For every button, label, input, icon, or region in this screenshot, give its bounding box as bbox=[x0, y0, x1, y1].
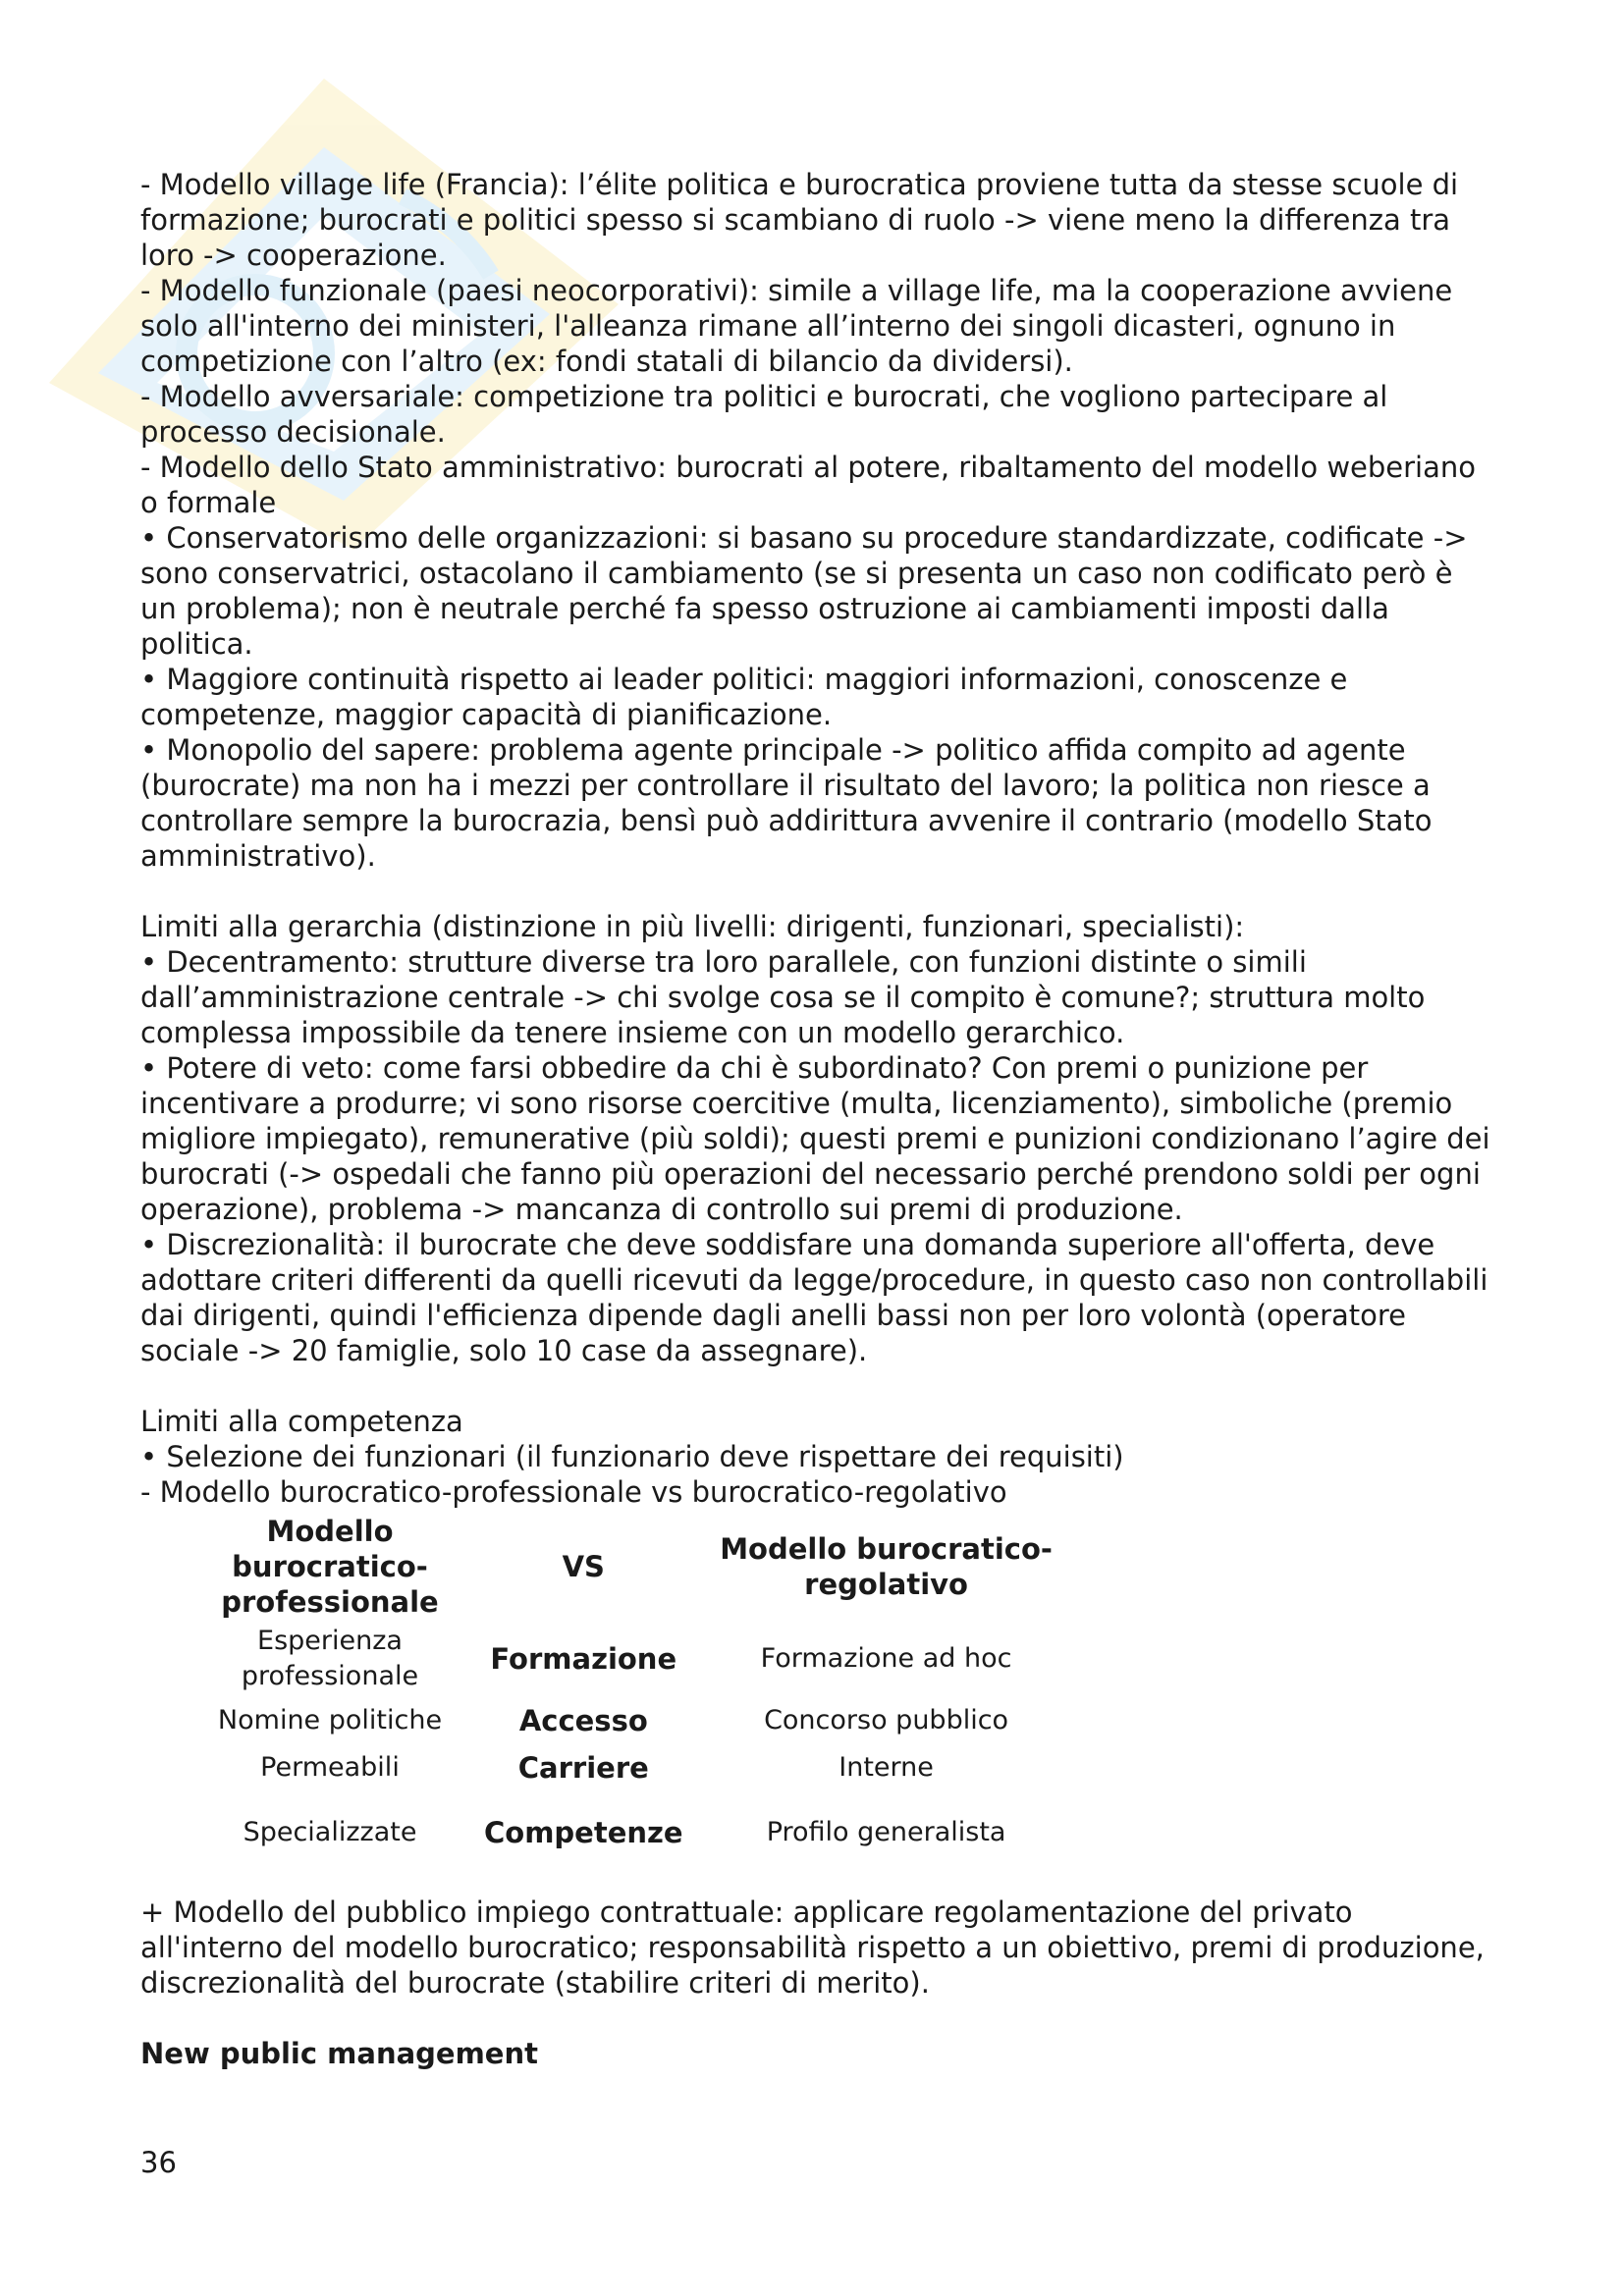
table-cell: Nomine politiche bbox=[217, 1705, 443, 1735]
table-cell: Profilo generalista bbox=[766, 1817, 1006, 1847]
paragraph: • Selezione dei funzionari (il funzionario deve rispettare dei requisiti) bbox=[140, 1440, 1124, 1473]
row-label: Accesso bbox=[518, 1704, 648, 1737]
paragraph: • Decentramento: strutture diverse tra loro parallele, con funzioni distinte o simili dall’amministrazione centrale -> chi svolge cosa se il compito è comune?; struttura molto complessa impossibile da tenere insieme con un modello gerarchico. bbox=[140, 945, 1426, 1049]
comparison-table bbox=[176, 1514, 1090, 1873]
row-label: Competenze bbox=[484, 1816, 683, 1849]
table-row bbox=[176, 1743, 1090, 1792]
paragraph: • Monopolio del sapere: problema agente principale -> politico affida compito ad agente (burocrate) ma non ha i mezzi per controllare il risultato del lavoro; la politica non riesce a controllare sempre la burocrazia, bensì può addirittura avvenire il contrario (modello Stato amministrativo). bbox=[140, 733, 1433, 873]
table-cell: Formazione ad hoc bbox=[760, 1643, 1012, 1674]
paragraph: • Discrezionalità: il burocrate che deve soddisfare una domanda superiore all'offerta, deve adottare criteri differenti da quelli ricevuti da legge/procedure, in questo caso non controllabili dai dirigenti, quindi l'efficienza dipende dagli anelli bassi non per loro volontà (operatore sociale -> 20 famiglie, solo 10 case da assegnare). bbox=[140, 1228, 1488, 1367]
paragraph: • Maggiore continuità rispetto ai leader politici: maggiori informazioni, conoscenze e competenze, maggior capacità di pianificazione. bbox=[140, 663, 1348, 731]
table-row bbox=[176, 1698, 1090, 1743]
paragraph: - Modello funzionale (paesi neocorporativi): simile a village life, ma la cooperazione avviene solo all'interno dei ministeri, l'alleanza rimane all’interno dei singoli dicasteri, ognuno in competizione con l’altro (ex: fondi statali di bilancio da dividersi). bbox=[140, 274, 1453, 378]
paragraph: - Modello village life (Francia): l’élite politica e burocratica proviene tutta da stesse scuole di formazione; burocrati e politici spesso si scambiano di ruolo -> viene meno la differenza tra loro -> cooperazione. bbox=[140, 168, 1459, 272]
section-heading: New public management bbox=[140, 2037, 538, 2070]
document-body bbox=[140, 167, 1495, 2071]
paragraph: Limiti alla gerarchia (distinzione in più livelli: dirigenti, funzionari, specialisti): bbox=[140, 910, 1245, 943]
table-cell: Concorso pubblico bbox=[764, 1705, 1009, 1735]
paragraph: - Modello avversariale: competizione tra politici e burocrati, che vogliono partecipare al processo decisionale. bbox=[140, 380, 1388, 449]
table-header-right: Modello burocratico-regolativo bbox=[720, 1532, 1053, 1601]
table-header-left: Modello burocratico-professionale bbox=[221, 1515, 439, 1619]
paragraph: + Modello del pubblico impiego contrattuale: applicare regolamentazione del privato all'interno del modello burocratico; responsabilità rispetto a un obiettivo, premi di produzione, discrezionalità del burocrate (stabilire criteri di merito). bbox=[140, 1896, 1485, 2000]
row-label: Carriere bbox=[517, 1751, 649, 1785]
page-number: 36 bbox=[140, 2146, 177, 2179]
table-cell: Esperienza professionale bbox=[241, 1626, 419, 1691]
paragraph: - Modello dello Stato amministrativo: burocrati al potere, ribaltamento del modello weberiano o formale bbox=[140, 451, 1476, 519]
table-cell: Permeabili bbox=[260, 1752, 400, 1783]
table-row bbox=[176, 1620, 1090, 1698]
table-header-vs: VS bbox=[562, 1550, 605, 1583]
row-label: Formazione bbox=[490, 1642, 677, 1676]
table-cell: Interne bbox=[839, 1752, 934, 1783]
paragraph: Limiti alla competenza bbox=[140, 1405, 463, 1438]
table-row bbox=[176, 1792, 1090, 1873]
table-cell: Specializzate bbox=[243, 1817, 417, 1847]
paragraph: • Potere di veto: come farsi obbedire da chi è subordinato? Con premi o punizione per incentivare a produrre; vi sono risorse coercitive (multa, licenziamento), simboliche (premio migliore impiegato), remunerative (più soldi); questi premi e punizioni condizionano l’agire dei burocrati (-> ospedali che fanno più operazioni del necessario perché prendono soldi per ogni operazione), problema -> mancanza di controllo sui premi di produzione. bbox=[140, 1051, 1490, 1226]
paragraph: • Conservatorismo delle organizzazioni: si basano su procedure standardizzate, codificate -> sono conservatrici, ostacolano il cambiamento (se si presenta un caso non codificato però è un problema); non è neutrale perché fa spesso ostruzione ai cambiamenti imposti dalla politica. bbox=[140, 521, 1468, 661]
paragraph: - Modello burocratico-professionale vs burocratico-regolativo bbox=[140, 1475, 1007, 1509]
